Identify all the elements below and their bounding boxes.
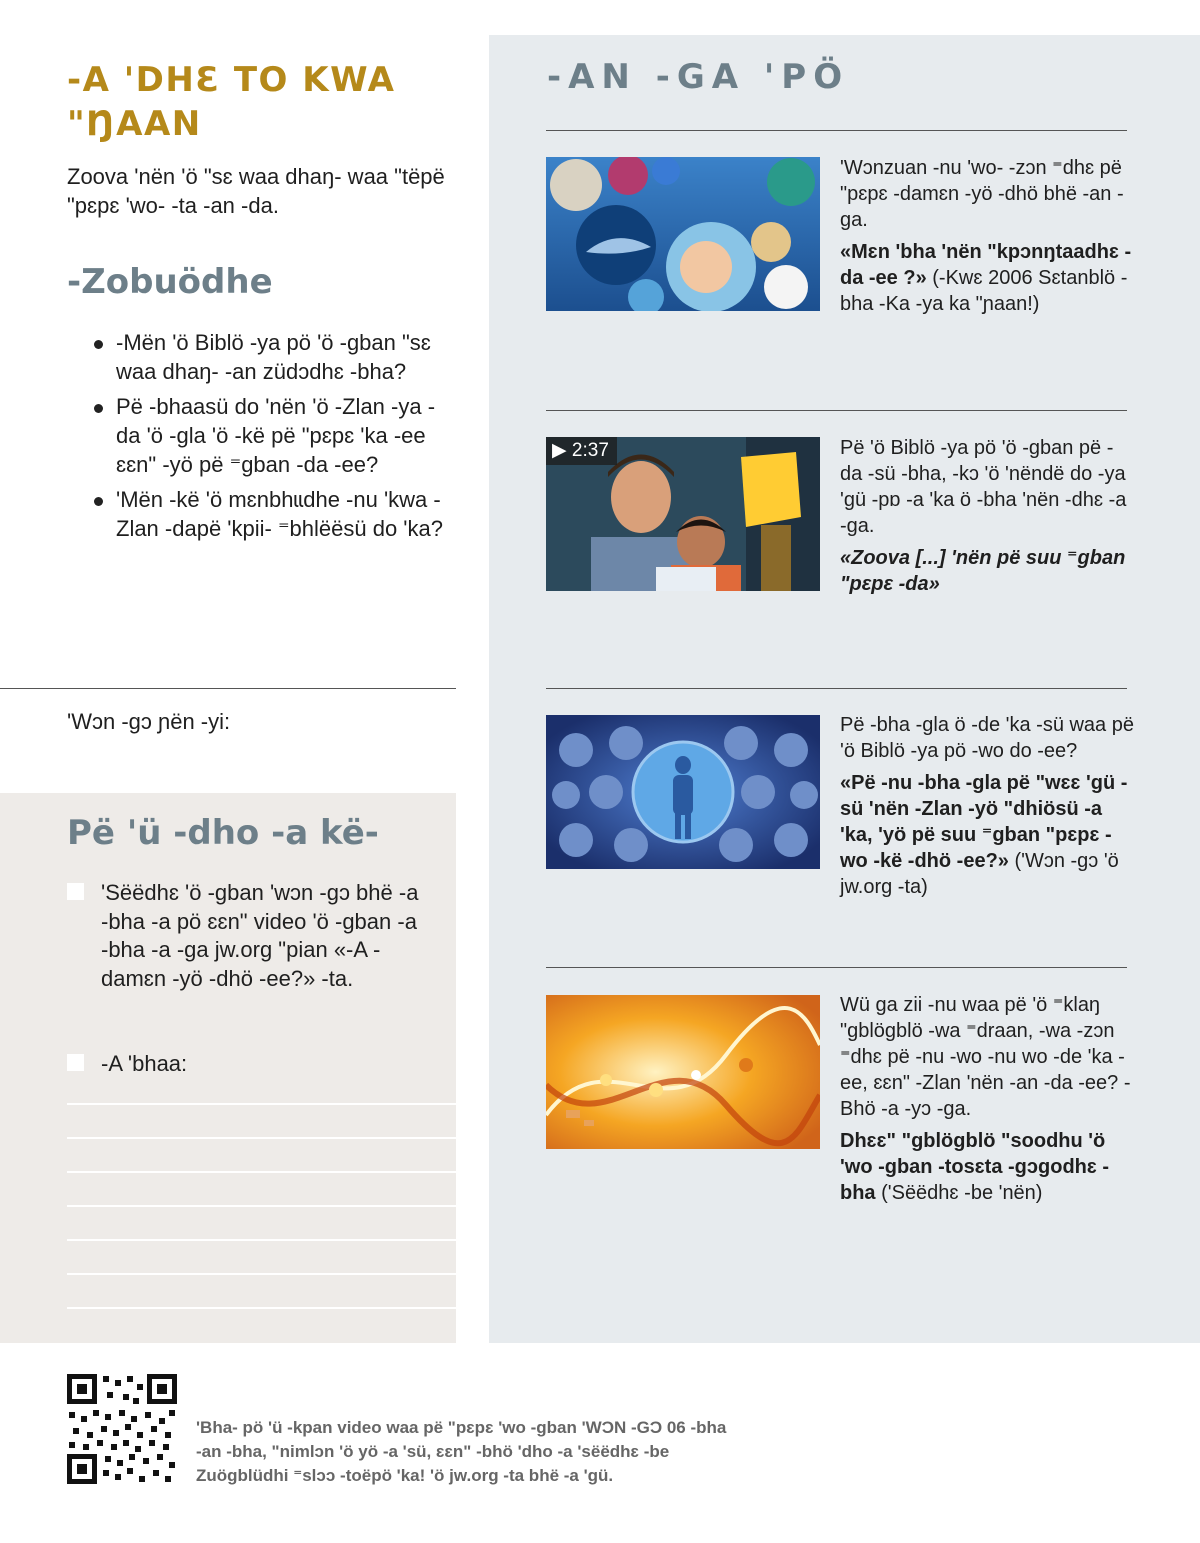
todo-item-other bbox=[67, 1050, 427, 1079]
dna-strand-image[interactable] bbox=[546, 995, 820, 1149]
see-also-label: 'Wɔn -gɔ ɲën -yi: bbox=[67, 709, 231, 734]
write-line[interactable] bbox=[67, 1171, 456, 1173]
checkbox[interactable] bbox=[67, 883, 84, 900]
checkbox[interactable] bbox=[67, 1054, 84, 1071]
resource-entry bbox=[840, 155, 1135, 323]
source-text: ('Sëëdhɛ -be 'nën) bbox=[875, 1182, 1043, 1204]
question-item: 'Mën -kë 'ö mɛnbhɩɩdhe -nu 'kwa -Zlan -dapë 'kpii- ⁼bhlëësü do 'ka? bbox=[88, 485, 453, 543]
todo-text: 'Sëëdhɛ 'ö -gban 'wɔn -gɔ bhë -a -bha -a pö ɛɛn" video 'ö -gban -a -bha -a -ga jw.org "pian «-A -damɛn -yö -dhö -ee?» -ta. bbox=[101, 880, 419, 991]
write-line[interactable] bbox=[67, 1273, 456, 1275]
resource-entry bbox=[840, 992, 1135, 1212]
father-son-video-thumbnail[interactable] bbox=[546, 437, 820, 591]
divider bbox=[546, 688, 1127, 689]
nature-collage-image[interactable] bbox=[546, 157, 820, 311]
video-duration: ▶ 2:37 bbox=[546, 437, 617, 465]
write-line[interactable] bbox=[67, 1103, 456, 1105]
divider bbox=[546, 130, 1127, 131]
todo-item-watch-video bbox=[67, 879, 427, 993]
questions-list bbox=[88, 328, 453, 549]
todo-panel bbox=[0, 793, 456, 1343]
resource-entry bbox=[840, 435, 1135, 603]
entry-description: 'Wɔnzuan -nu 'wo- -zɔn ⁼dhɛ pë "pɛpɛ -damɛn -yö -dhö bhë -an -ga. bbox=[840, 157, 1124, 231]
source-text: ('Wɔn -gɔ 'ö jw.org -ta) bbox=[840, 850, 1119, 898]
question-item: -Mën 'ö Biblö -ya pö 'ö -gban "sɛ waa dhaŋ- -an züdɔdhɛ -bha? bbox=[88, 328, 453, 386]
write-line[interactable] bbox=[67, 1307, 456, 1309]
play-icon: ▶ bbox=[552, 440, 567, 461]
divider bbox=[546, 967, 1127, 968]
footer-note: 'Bha- pö 'ü -kpan video waa pë "pɛpɛ 'wo -gban 'WƆN -GƆ 06 -bha -an -bha, "nimlɔn 'ö yö -a 'sü, ɛɛn" -bhö 'dho -a 'sëëdhɛ -be Zuögblüdhi ⁼slɔɔ -toëpö 'ka! 'ö jw.org -ta bhë -a 'gü. bbox=[196, 1418, 727, 1485]
article-link[interactable]: «Mɛn 'bha 'nën "kpɔnŋtaadhɛ -da -ee ?» bbox=[840, 241, 1132, 289]
entry-description: Pë -bha -gla ö -de 'ka -sü waa pë 'ö Biblö -ya pö -wo do -ee? bbox=[840, 714, 1134, 762]
question-item: Pë -bhaasü do 'nën 'ö -Zlan -ya -da 'ö -gla 'ö -kë pë "pɛpɛ 'ka -ee ɛɛn" -yö pë ⁼gban -da -ee? bbox=[88, 392, 453, 479]
write-line[interactable] bbox=[67, 1239, 456, 1241]
todo-text: -A 'bhaa: bbox=[101, 1051, 188, 1076]
write-line[interactable] bbox=[67, 1137, 456, 1139]
divider bbox=[0, 688, 456, 689]
creation-circles-image[interactable] bbox=[546, 715, 820, 869]
source-text: (-Kwɛ 2006 Sɛtanblö -bha -Ka -ya ka "ɲaan!) bbox=[840, 267, 1128, 315]
entry-description: Pë 'ö Biblö -ya pö 'ö -gban pë -da -sü -bha, -kɔ 'ö 'nëndë do -ya 'gü -pɒ -a 'ka ö -bha 'nën -dhɛ -a -ga. bbox=[840, 437, 1127, 537]
article-link[interactable]: «Pë -nu -bha -gla pë "wɛɛ 'gü -sü 'nën -Zlan -yö "dhiösü -a 'ka, 'yö pë suu ⁼gban "pɛpɛ -wo -kë -dhö -ee?» bbox=[840, 772, 1128, 872]
divider bbox=[546, 410, 1127, 411]
article-link[interactable]: Dhɛɛ" "gblögblö "soodhu 'ö 'wo -gban -tosɛta -gɔgodhɛ -bha bbox=[840, 1130, 1110, 1204]
entry-description: Wü ga zii -nu waa pë 'ö ⁼klaŋ "gblögblö -wa ⁼draan, -wa -zɔn ⁼dhɛ pë -nu -wo -nu wo -de 'ka -ee, ɛɛn" -Zlan 'nën -an -da -ee? -Bhö -a -yɔ -ga. bbox=[840, 994, 1131, 1120]
further-reading-panel bbox=[489, 35, 1200, 1343]
intro-text: Zoova 'nën 'ö "sɛ waa dhaŋ- waa "tëpë "pɛpɛ 'wo- -ta -an -da. bbox=[67, 164, 445, 218]
page-title: -A 'DHƐ TO KWA "ŊAAN bbox=[67, 60, 396, 144]
resource-entry bbox=[840, 712, 1135, 906]
article-link[interactable]: «Zoova [...] 'nën pë suu ⁼gban "pɛpɛ -da» bbox=[840, 547, 1126, 595]
todo-heading: Pë 'ü -dho -a kë- bbox=[67, 813, 379, 853]
further-reading-heading: -AN -GA 'PÖ bbox=[547, 57, 850, 97]
write-line[interactable] bbox=[67, 1205, 456, 1207]
questions-heading: -Zobuödhe bbox=[67, 262, 273, 302]
qr-code-icon[interactable] bbox=[67, 1374, 177, 1484]
